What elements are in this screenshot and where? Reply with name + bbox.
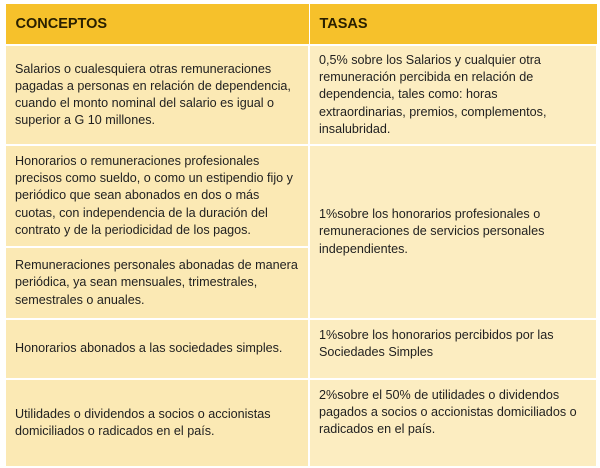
tasa-cell [309,319,597,379]
table-row [5,45,597,145]
table-row [5,319,597,379]
concepto-text: Honorarios abonados a las sociedades simples. [15,341,283,356]
tasa-text: 2%sobre el 50% de utilidades o dividendos pagados a socios o accionistas domiciliados o radicados en el país. [319,388,577,437]
concepto-text: Utilidades o dividendos a socios o accionistas domiciliados o radicados en el país. [15,406,271,438]
header-conceptos: CONCEPTOS [5,4,309,46]
concepto-text: Remuneraciones personales abonadas de manera periódica, ya sean mensuales, trimestrales, semestrales o anuales. [15,258,298,307]
tax-rates-table [4,3,598,468]
tax-rates-table-container [4,3,596,450]
concepto-cell [5,247,309,319]
header-tasas: TASAS [309,4,597,46]
concepto-cell [5,319,309,379]
concepto-text: Honorarios o remuneraciones profesionales precisos como sueldo, o como un estipendio fijo y periódico que sean abonados en dos o más cuotas, con independencia de la duración del contrato y de la periodicidad de los pagos. [15,153,293,237]
table-header-row [5,4,597,46]
table-row [5,145,597,247]
tasa-text: 1%sobre los honorarios profesionales o remuneraciones de servicios personales independientes. [319,207,545,256]
tasa-text: 1%sobre los honorarios percibidos por las Sociedades Simples [319,328,554,360]
concepto-cell [5,145,309,247]
tasa-text: 0,5% sobre los Salarios y cualquier otra remuneración percibida en relación de dependencia, tales como: horas extraordinarias, premios, complementos, insalubridad. [319,52,547,136]
tasa-cell [309,145,597,319]
tasa-cell [309,45,597,145]
concepto-text: Salarios o cualesquiera otras remuneraciones pagadas a personas en relación de dependencia, cuando el monto nominal del salario es igual o superior a G 10 millones. [15,61,291,128]
concepto-cell [5,45,309,145]
